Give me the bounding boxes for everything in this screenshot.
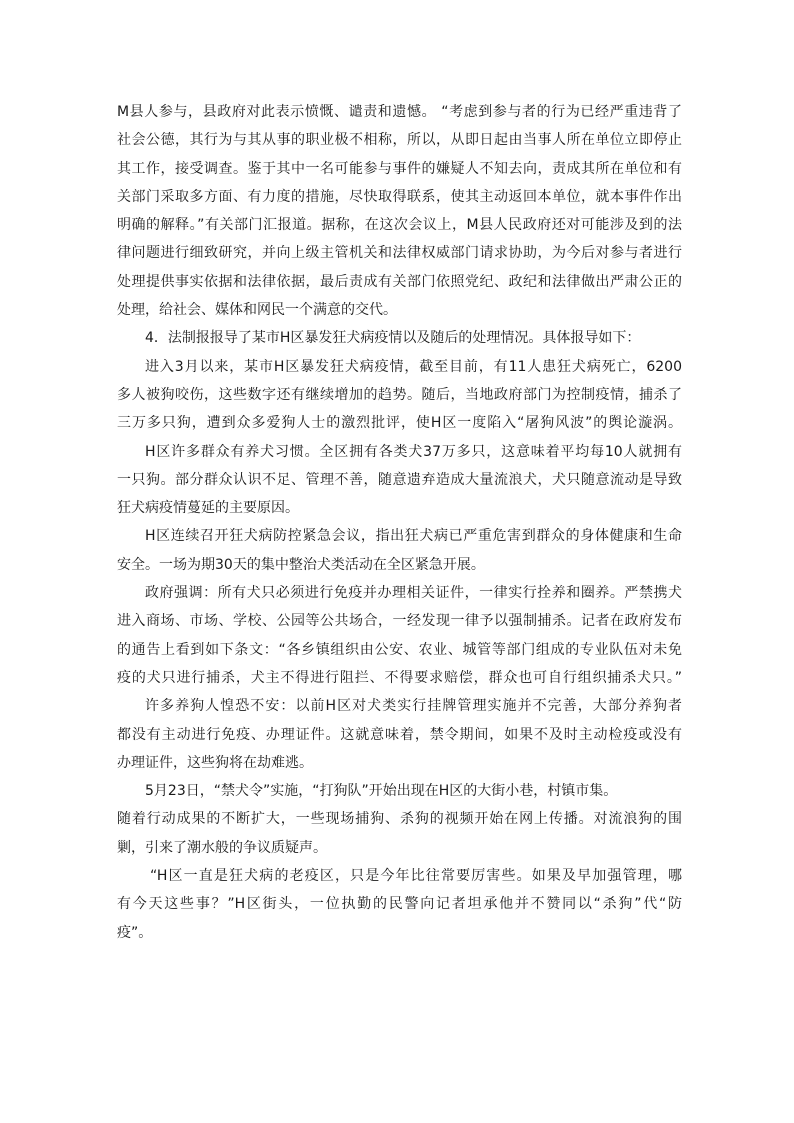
text-line: 安全。一场为期30天的集中整治犬类活动在全区紧急开展。	[117, 556, 485, 573]
text-line: 许多养狗人惶恐不安：以前H区对犬类实行挂牌管理实施并不完善，大部分养狗者	[145, 698, 682, 715]
text-line: 随着行动成果的不断扩大，一些现场捕狗、杀狗的视频开始在网上传播。对流浪狗的围	[117, 811, 682, 828]
text-line: H区连续召开狂犬病防控紧急会议，指出狂犬病已严重危害到群众的身体健康和生命	[145, 528, 682, 545]
text-line: 5月23日，“禁犬令”实施，“打狗队”开始出现在H区的大街小巷，村镇市集。	[145, 783, 618, 800]
text-line: 三万多只狗，遭到众多爱狗人士的激烈批评，使H区一度陷入“屠狗风波”的舆论漩涡。	[117, 415, 682, 432]
text-line: 明确的解释。”有关部门汇报道。据称，在这次会议上，M县人民政府还对可能涉及到的法	[117, 217, 682, 234]
text-line: 疫”。	[117, 924, 153, 941]
text-line: M县人参与，县政府对此表示愤慨、谴责和遗憾。 “考虑到参与者的行为已经严重违背了	[117, 104, 682, 120]
text-line: 进入3月以来，某市H区暴发狂犬病疫情，截至目前，有11人患狂犬病死亡，6200	[145, 358, 682, 375]
text-line: 处理提供事实依据和法律依据，最后责成有关部门依照党纪、政纪和法律做出严肃公正的	[117, 273, 682, 290]
text-line: 政府强调：所有犬只必须进行免疫并办理相关证件，一律实行拴养和圈养。严禁携犬	[145, 585, 682, 602]
text-line: 有今天这些事？”H区街头，一位执勤的民警向记者坦承他并不赞同以“杀狗”代“防	[117, 896, 682, 913]
text-line: 进入商场、市场、学校、公园等公共场合，一经发现一律予以强制捕杀。记者在政府发布	[117, 613, 682, 630]
text-line: 剿，引来了潮水般的争议质疑声。	[117, 839, 327, 856]
text-line: 狂犬病疫情蔓延的主要原因。	[117, 500, 299, 517]
text-line: “H区一直是狂犬病的老疫区，只是今年比往常要厉害些。如果及早加强管理，哪	[150, 868, 682, 885]
text-line: 关部门采取多方面、有力度的措施，尽快取得联系，使其主动返回本单位，就本事件作出	[117, 188, 682, 205]
text-line: 多人被狗咬伤，这些数字还有继续增加的趋势。随后，当地政府部门为控制疫情，捕杀了	[117, 386, 682, 403]
document-page	[117, 98, 682, 947]
text-line: 都没有主动进行免疫、办理证件。这就意味着，禁令期间，如果不及时主动检疫或没有	[117, 726, 682, 743]
text-line: H区许多群众有养犬习惯。全区拥有各类犬37万多只，这意味着平均每10人就拥有	[145, 443, 682, 460]
text-line: 社会公德，其行为与其从事的职业极不相称，所以，从即日起由当事人所在单位立即停止	[117, 132, 682, 149]
text-line: 处理，给社会、媒体和网民一个满意的交代。	[117, 302, 397, 319]
section-heading: 4．法制报报导了某市H区暴发狂犬病疫情以及随后的处理情况。具体报导如下：	[145, 330, 641, 347]
text-line: 律问题进行细致研究，并向上级主管机关和法律权威部门请求协助，为今后对参与者进行	[117, 245, 682, 262]
text-line: 疫的犬只进行捕杀，犬主不得进行阻拦、不得要求赔偿，群众也可自行组织捕杀犬只。”	[117, 669, 682, 686]
text-line: 其工作，接受调查。鉴于其中一名可能参与事件的嫌疑人不知去向，责成其所在单位和有	[117, 160, 682, 177]
text-line: 一只狗。部分群众认识不足、管理不善，随意遗弃造成大量流浪犬，犬只随意流动是导致	[117, 471, 682, 488]
text-line: 的通告上看到如下条文：“各乡镇组织由公安、农业、城管等部门组成的专业队伍对未免	[117, 641, 682, 658]
text-line: 办理证件，这些狗将在劫难逃。	[117, 754, 313, 771]
